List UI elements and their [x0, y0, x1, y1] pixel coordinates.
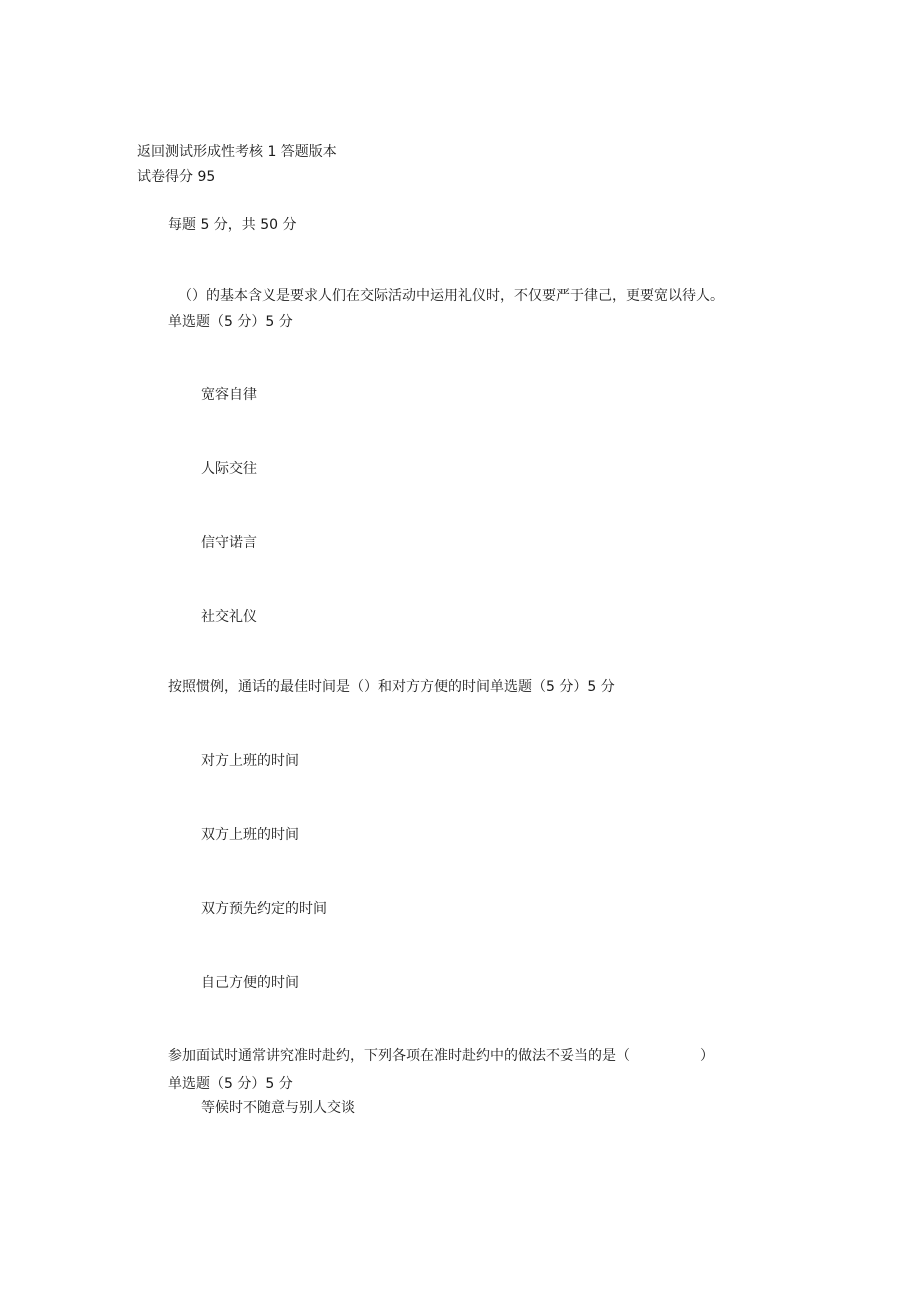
question-meta: 单选题（5 分）5 分	[168, 314, 293, 330]
answer-option[interactable]: 宽容自律	[201, 387, 257, 403]
question-text: 参加面试时通常讲究准时赴约，下列各项在准时赴约中的做法不妥当的是（ ）	[168, 1048, 714, 1064]
answer-option[interactable]: 信守诺言	[201, 535, 257, 551]
question-text: 按照惯例，通话的最佳时间是（）和对方方便的时间单选题（5 分）5 分	[168, 679, 615, 695]
answer-option[interactable]: 人际交往	[201, 461, 257, 477]
answer-option[interactable]: 双方上班的时间	[201, 827, 299, 843]
answer-option[interactable]: 对方上班的时间	[201, 753, 299, 769]
answer-option[interactable]: 自己方便的时间	[201, 975, 299, 991]
question-meta: 单选题（5 分）5 分	[168, 1076, 293, 1092]
answer-option[interactable]: 双方预先约定的时间	[201, 901, 327, 917]
exam-score: 试卷得分 95	[137, 169, 216, 185]
page-title[interactable]: 返回测试形成性考核 1 答题版本	[137, 144, 337, 160]
question-text: （）的基本含义是要求人们在交际活动中运用礼仪时，不仅要严于律己，更要宽以待人。	[178, 288, 724, 304]
section-info: 每题 5 分，共 50 分	[168, 217, 297, 233]
answer-option[interactable]: 等候时不随意与别人交谈	[201, 1100, 355, 1116]
answer-option[interactable]: 社交礼仪	[201, 609, 257, 625]
